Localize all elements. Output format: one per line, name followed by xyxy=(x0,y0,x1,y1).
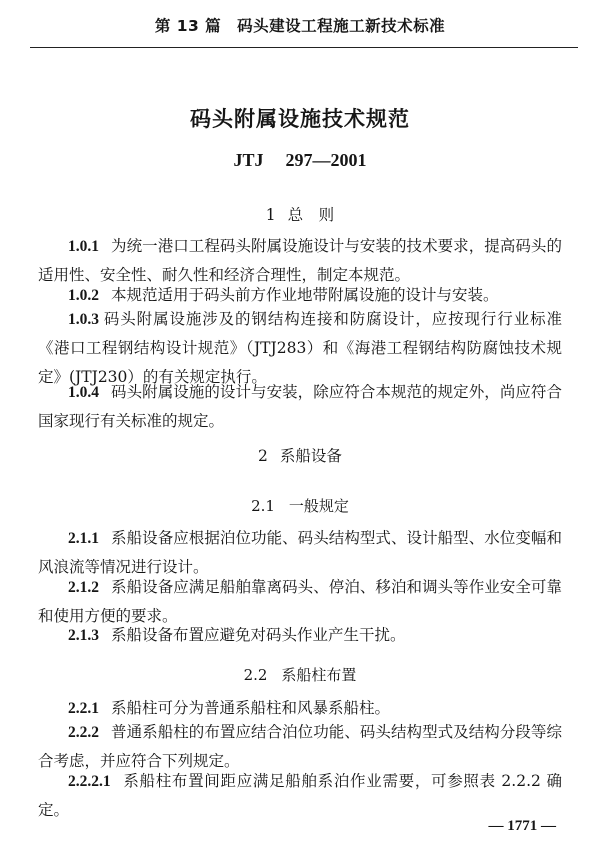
document-title: 码头附属设施技术规范 xyxy=(190,107,410,131)
clause-number: 2.2.2 xyxy=(68,724,99,741)
clause-text: 系船设备布置应避免对码头作业产生干扰。 xyxy=(111,626,406,644)
clause-text: 码头附属设施涉及的钢结构连接和防腐设计，应按现行行业标准《港口工程钢结构设计规范》（JTJ283）和《海港工程钢结构防腐蚀技术规定》(JTJ230）的有关规定执行。 xyxy=(38,310,562,386)
clause-number: 1.0.2 xyxy=(68,287,99,304)
clause-number: 2.1.1 xyxy=(68,530,99,547)
clause-text: 码头附属设施的设计与安装，除应符合本规范的规定外，尚应符合国家现行有关标准的规定。 xyxy=(38,383,562,430)
chapter-title: 总 则 xyxy=(287,206,335,224)
clause-text: 系船柱布置间距应满足船舶系泊作业需要，可参照表 2.2.2 确定。 xyxy=(38,772,562,819)
clause-number: 2.2.2.1 xyxy=(68,773,111,790)
clause-text: 系船设备应根据泊位功能、码头结构型式、设计船型、水位变幅和风浪流等情况进行设计。 xyxy=(38,529,562,576)
clause-text: 为统一港口工程码头附属设施设计与安装的技术要求，提高码头的适用性、安全性、耐久性和经济合理性，制定本规范。 xyxy=(38,237,562,284)
clause-text: 本规范适用于码头前方作业地带附属设施的设计与安装。 xyxy=(111,286,499,304)
clause-number: 2.1.3 xyxy=(68,627,99,644)
clause-number: 2.1.2 xyxy=(68,579,99,596)
page-number: — 1771 — xyxy=(488,818,556,834)
standard-code-prefix: JTJ xyxy=(233,150,264,170)
clause-text: 系船设备应满足船舶靠离码头、停泊、移泊和调头等作业安全可靠和使用方便的要求。 xyxy=(38,578,562,625)
clause-2-2-2-1 xyxy=(38,767,562,825)
clause-number: 1.0.3 xyxy=(68,311,99,328)
clause-text: 系船柱可分为普通系船柱和风暴系船柱。 xyxy=(111,699,391,717)
clause-1-0-4 xyxy=(38,378,562,436)
clause-number: 1.0.1 xyxy=(68,238,99,255)
section-title: 系船柱布置 xyxy=(281,666,357,684)
section-number: 2.1 xyxy=(251,497,275,515)
section-2-1-heading xyxy=(0,495,600,516)
clause-number: 2.2.1 xyxy=(68,700,99,717)
chapter-title: 系船设备 xyxy=(279,447,342,465)
clause-2-1-3 xyxy=(38,621,562,650)
section-2-2-heading xyxy=(0,664,600,685)
chapter-number: 2 xyxy=(258,447,268,465)
section-title: 一般规定 xyxy=(288,497,349,515)
standard-code xyxy=(0,150,600,171)
section-number: 2.2 xyxy=(243,666,268,684)
clause-number: 1.0.4 xyxy=(68,384,99,401)
running-header: 第 13 篇 码头建设工程施工新技术标准 xyxy=(154,17,446,35)
chapter-2-heading xyxy=(0,444,600,466)
chapter-number: 1 xyxy=(265,206,276,224)
chapter-1-heading xyxy=(0,203,600,225)
clause-text: 普通系船柱的布置应结合泊位功能、码头结构型式及结构分段等综合考虑，并应符合下列规定。 xyxy=(38,723,562,770)
header-divider xyxy=(30,47,578,48)
standard-code-number: 297—2001 xyxy=(285,150,367,170)
